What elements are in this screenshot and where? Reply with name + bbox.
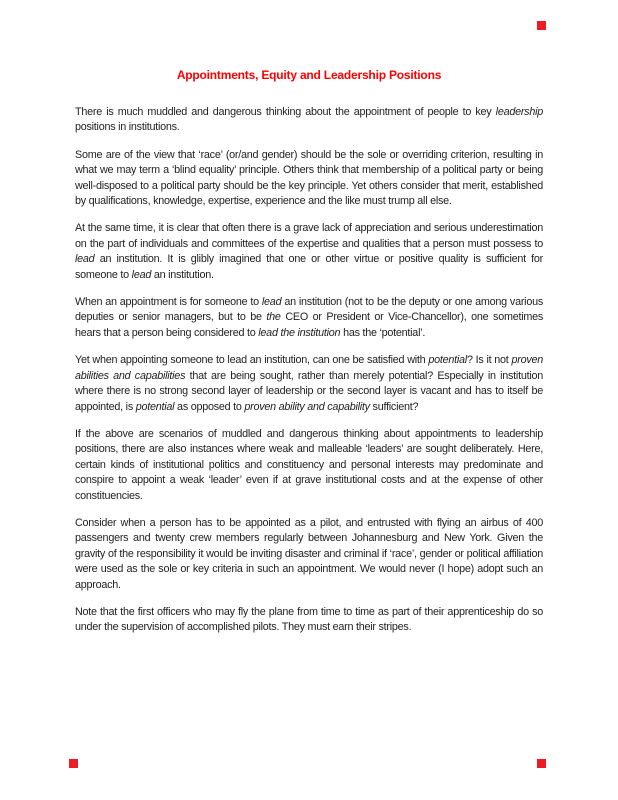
paragraph-5: Yet when appointing someone to lead an institution, can one be satisfied with potential? Is it not proven abilities and capabilities that are being sought, rather than merely potential? Especially in institution where there is no strong second layer of leadership or the second layer is vacant and has to itself be appointed, is potential as opposed to proven ability and capability sufficient? xyxy=(75,354,543,413)
document-page xyxy=(75,68,543,636)
paragraph-1: There is much muddled and dangerous thinking about the appointment of people to key leadership positions in institutions. xyxy=(75,106,543,134)
paragraph-7: Consider when a person has to be appointed as a pilot, and entrusted with flying an airbus of 400 passengers and twenty crew members regularly between Johannesburg and New York. Given the gravity of the responsibility it would be inviting disaster and criminal if ‘race’, gender or political affiliation were used as the sole or key criteria in such an appointment. We would never (I hope) adopt such an approach. xyxy=(75,516,543,591)
document-title: Appointments, Equity and Leadership Positions xyxy=(176,68,442,82)
paragraph-6: If the above are scenarios of muddled and dangerous thinking about appointments to leadership positions, there are also instances where weak and malleable ‘leaders’ are sought deliberately. Here, certain kinds of institutional politics and constituency and personal interests may predominate and conspire to appoint a weak ‘leader’ even if at grave institutional costs and at the expense of other constituencies. xyxy=(75,427,543,502)
annotation-mark-bottom-right xyxy=(537,759,546,768)
paragraph-3: At the same time, it is clear that often there is a grave lack of appreciation and serious underestimation on the part of individuals and committees of the expertise and qualities that a person must possess to lead an institution. It is glibly imagined that one or other virtue or positive quality is sufficient for someone to lead an institution. xyxy=(75,222,543,281)
paragraph-2: Some are of the view that ‘race’ (or/and gender) should be the sole or overriding criterion, resulting in what we may term a ‘blind equality’ principle. Others think that membership of a political party or being well-disposed to a political party should be the key principle. Yet others consider that merit, established by qualifications, knowledge, expertise, experience and the like must trump all else. xyxy=(75,148,543,208)
annotation-mark-bottom-left xyxy=(69,759,78,768)
annotation-mark-top-right xyxy=(537,21,546,30)
paragraph-8: Note that the first officers who may fly the plane from time to time as part of their apprenticeship do so under the supervision of accomplished pilots. They must earn their stripes. xyxy=(75,605,543,634)
paragraph-4: When an appointment is for someone to lead an institution (not to be the deputy or one among various deputies or senior managers, but to be the CEO or President or Vice-Chancellor), one sometimes hears that a person being considered to lead the institution has the ‘potential’. xyxy=(75,296,543,339)
